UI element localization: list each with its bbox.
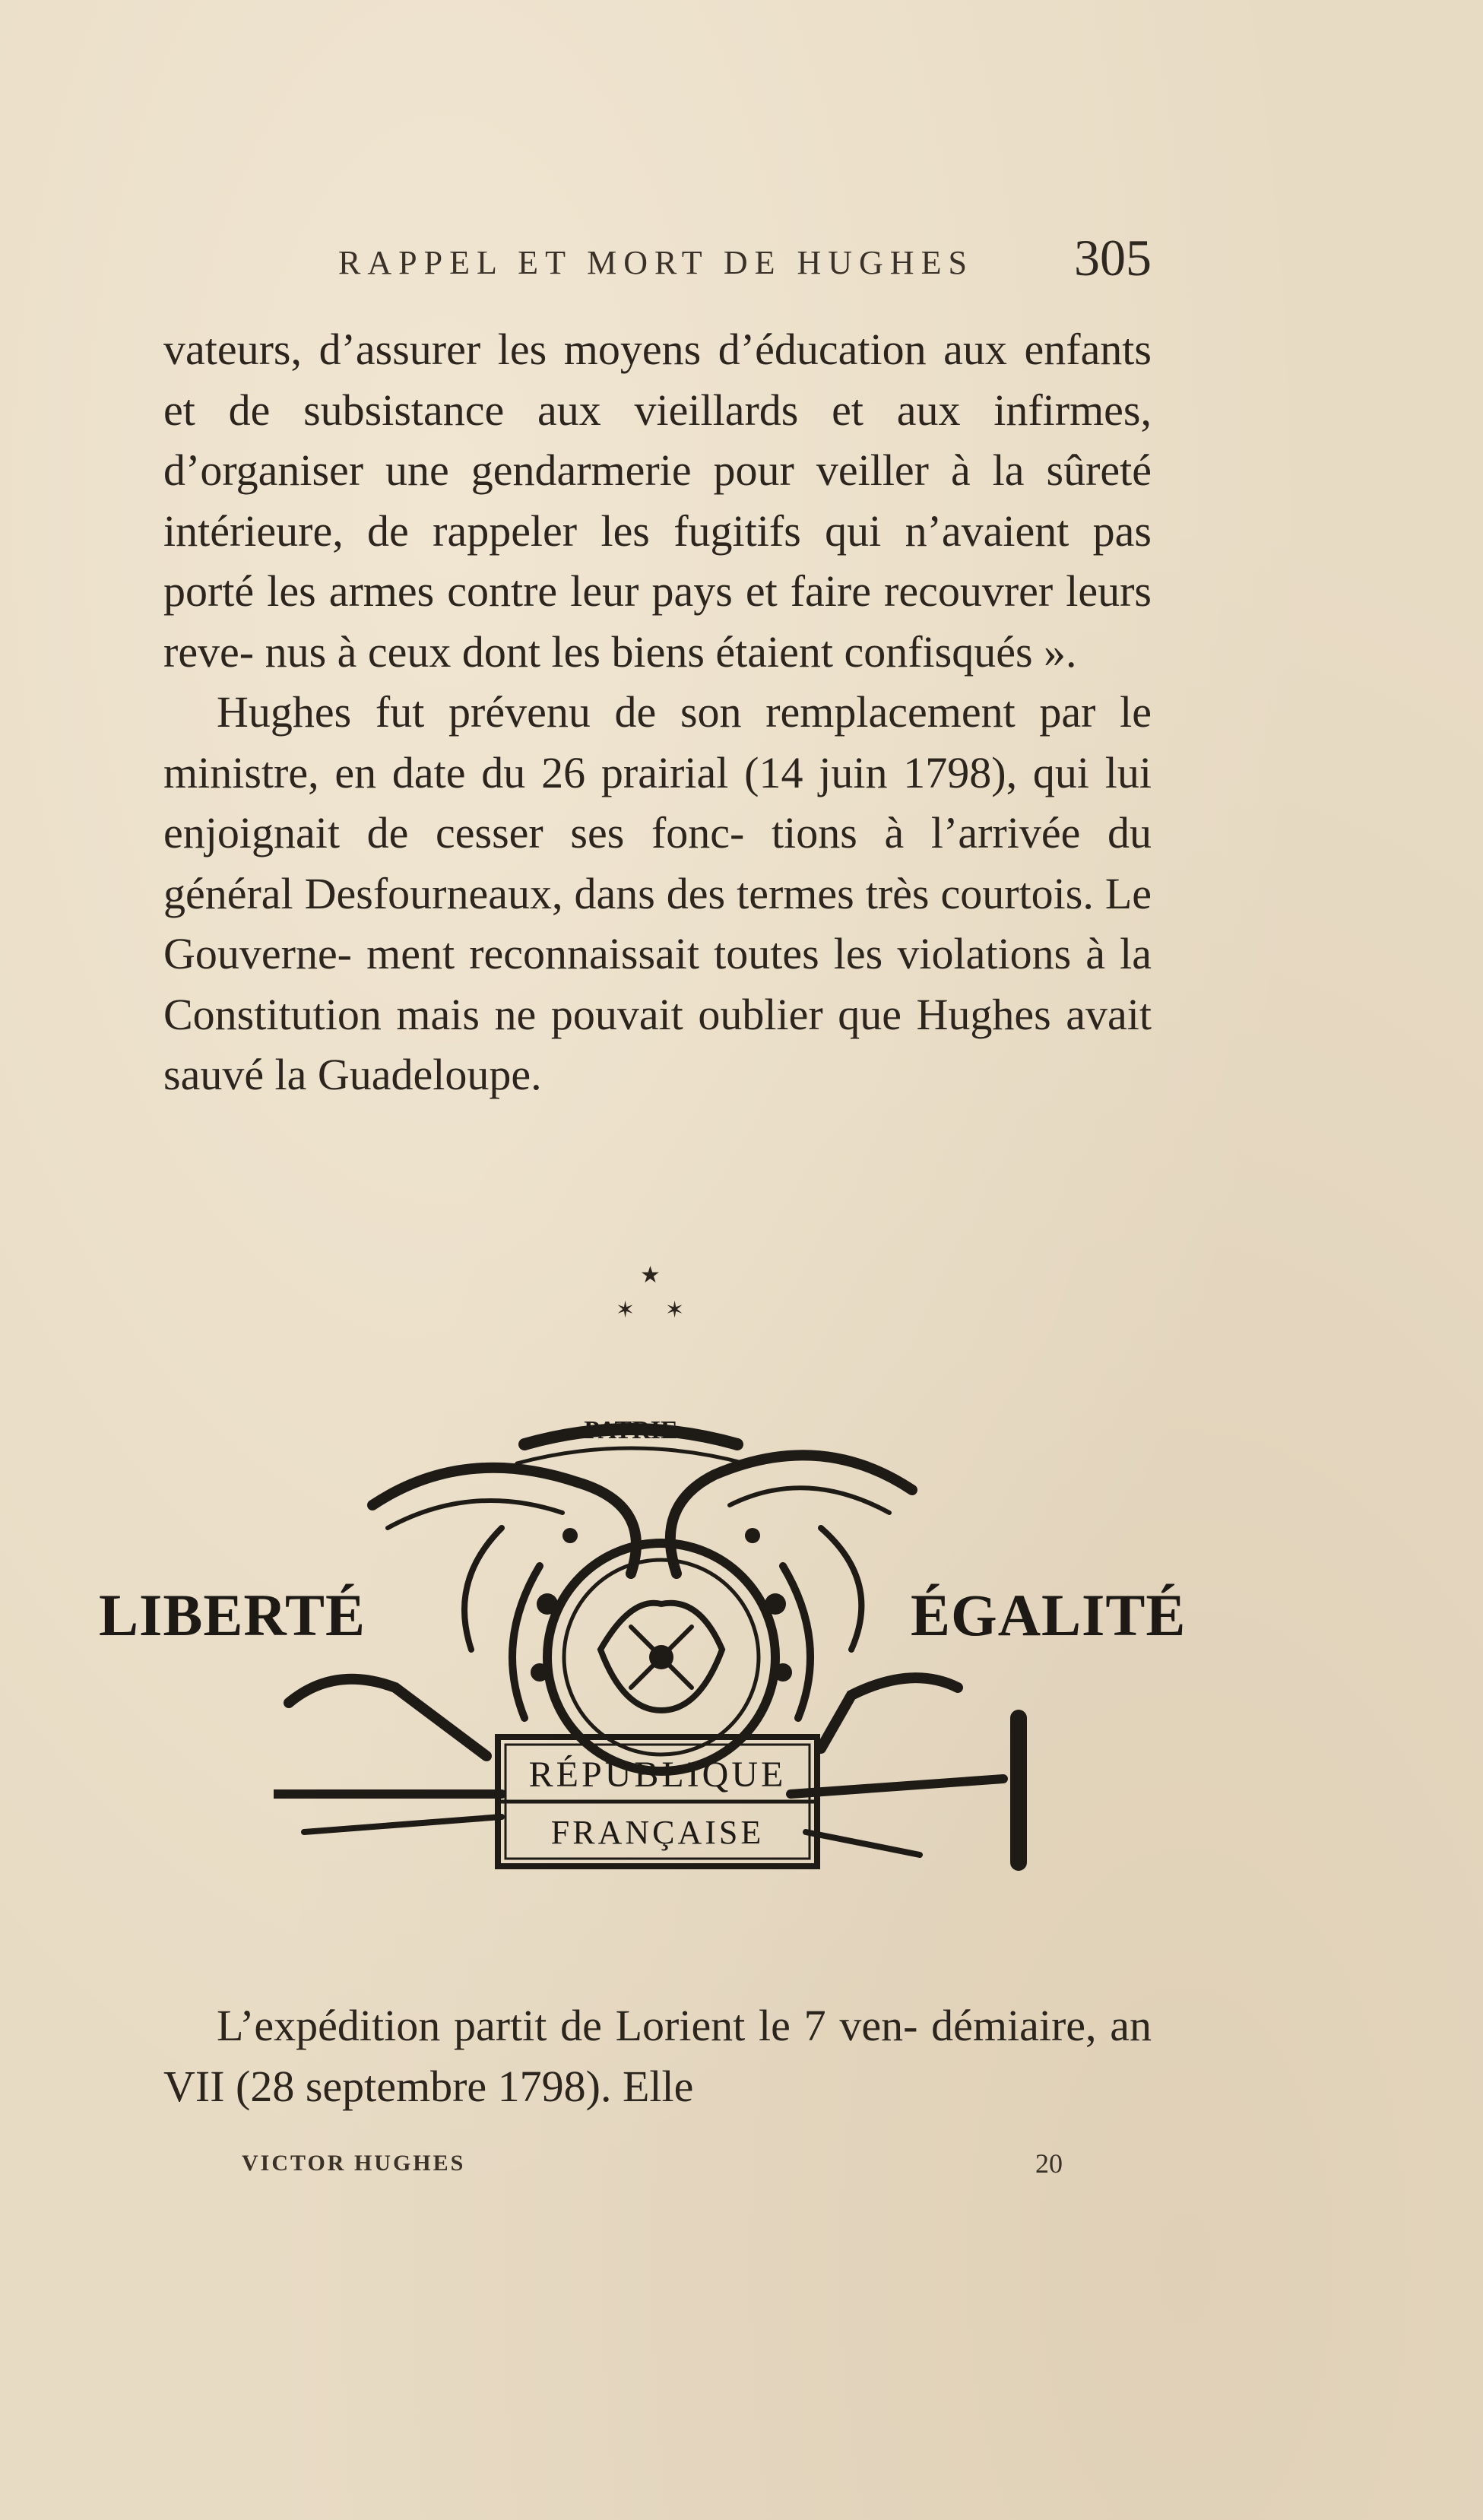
republican-vignette — [99, 1399, 1201, 1916]
signature-line — [242, 2148, 1063, 2186]
signature-number: 20 — [1035, 2148, 1063, 2179]
signature-book-title: VICTOR HUGHES — [242, 2151, 466, 2176]
running-head — [163, 228, 1152, 296]
motto-egalite: ÉGALITÉ — [911, 1582, 1187, 1648]
plaque-line-2: FRANÇAISE — [550, 1814, 765, 1851]
page-number: 305 — [1074, 229, 1152, 287]
plaque-line-1: RÉPUBLIQUE — [528, 1754, 787, 1795]
motto-liberte: LIBERTÉ — [99, 1582, 366, 1648]
paragraph-hughes: Hughes fut prévenu de son remplacement par le ministre, en date du 26 prairial (14 juin 1798), qui lui enjoignait de cesser ses fonc- tions à l’arrivée du général Desfourneaux, dans des termes très courtois. Le Gouverne- ment reconnaissait toutes les violations à la Constitution mais ne pouvait oublier que Hughes avait sauvé la Guadeloupe. — [163, 687, 1152, 1099]
closing-text — [163, 1995, 1152, 2117]
paragraph-expedition: L’expédition partit de Lorient le 7 ven- démiaire, an VII (28 septembre 1798). Elle — [163, 2001, 1152, 2111]
banner-patrie: PATRIE — [584, 1416, 678, 1444]
star-icon: ✶ — [616, 1297, 635, 1323]
body-text — [163, 319, 1152, 1105]
star-icon: ✶ — [665, 1297, 685, 1323]
star-icon: ★ — [640, 1262, 661, 1289]
running-title: RAPPEL ET MORT DE HUGHES — [338, 244, 974, 281]
asterism-divider — [593, 1262, 707, 1338]
paragraph-continuation: vateurs, d’assurer les moyens d’éducation aux enfants et de subsistance aux vieillards et aux infirmes, d’organiser une gendarmerie pour veiller à la sûreté intérieure, de rappeler les fugitifs qui n’avaient pas porté les armes contre leur pays et faire recouvrer leurs reve- nus à ceux dont les biens étaient confisqués ». — [163, 325, 1152, 677]
republic-emblem-illustration — [274, 1399, 1133, 1916]
